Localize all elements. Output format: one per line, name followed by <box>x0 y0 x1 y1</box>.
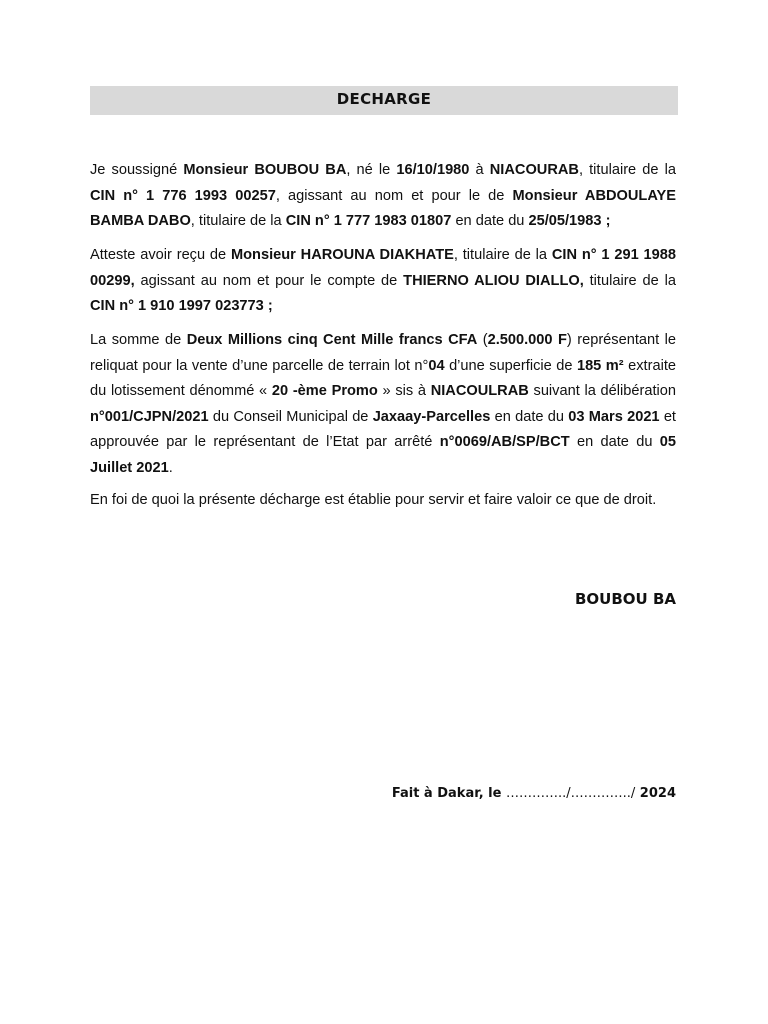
place-date-line: Fait à Dakar, le …………../…………../ 2024 <box>391 786 676 801</box>
paragraph-payer: Atteste avoir reçu de Monsieur HAROUNA DIAKHATE, titulaire de la CIN n° 1 291 1988 00299, agissant au nom et pour le compte de THIERNO ALIOU DIALLO, titulaire de la CIN n° 1 910 1997 023773 ; <box>90 247 676 314</box>
document-title: DECHARGE <box>336 90 432 108</box>
signature-name: BOUBOU BA <box>575 590 676 608</box>
paragraph-closing: En foi de quoi la présente décharge est établie pour servir et faire valoir ce que de droit. <box>90 492 657 508</box>
paragraph-declarant: Je soussigné Monsieur BOUBOU BA, né le 16/10/1980 à NIACOURAB, titulaire de la CIN n° 1 776 1993 00257, agissant au nom et pour le de Monsieur ABDOULAYE BAMBA DABO, titulaire de la CIN n° 1 777 1983 01807 en date du 25/05/1983 ; <box>90 162 677 229</box>
title-bar <box>90 86 678 115</box>
paragraph-amount: La somme de Deux Millions cinq Cent Mille francs CFA (2.500.000 F) représentant le reliquat pour la vente d’une parcelle de terrain lot n°04 d’une superficie de 185 m² extraite du lotissement dénommé « 20 -ème Promo » sis à NIACOULRAB suivant la délibération n°001/CJPN/2021 du Conseil Municipal de Jaxaay-Parcelles en date du 03 Mars 2021 et approuvée par le représentant de l’Etat par arrêté n°0069/AB/SP/BCT en date du 05 Juillet 2021. <box>90 332 676 476</box>
